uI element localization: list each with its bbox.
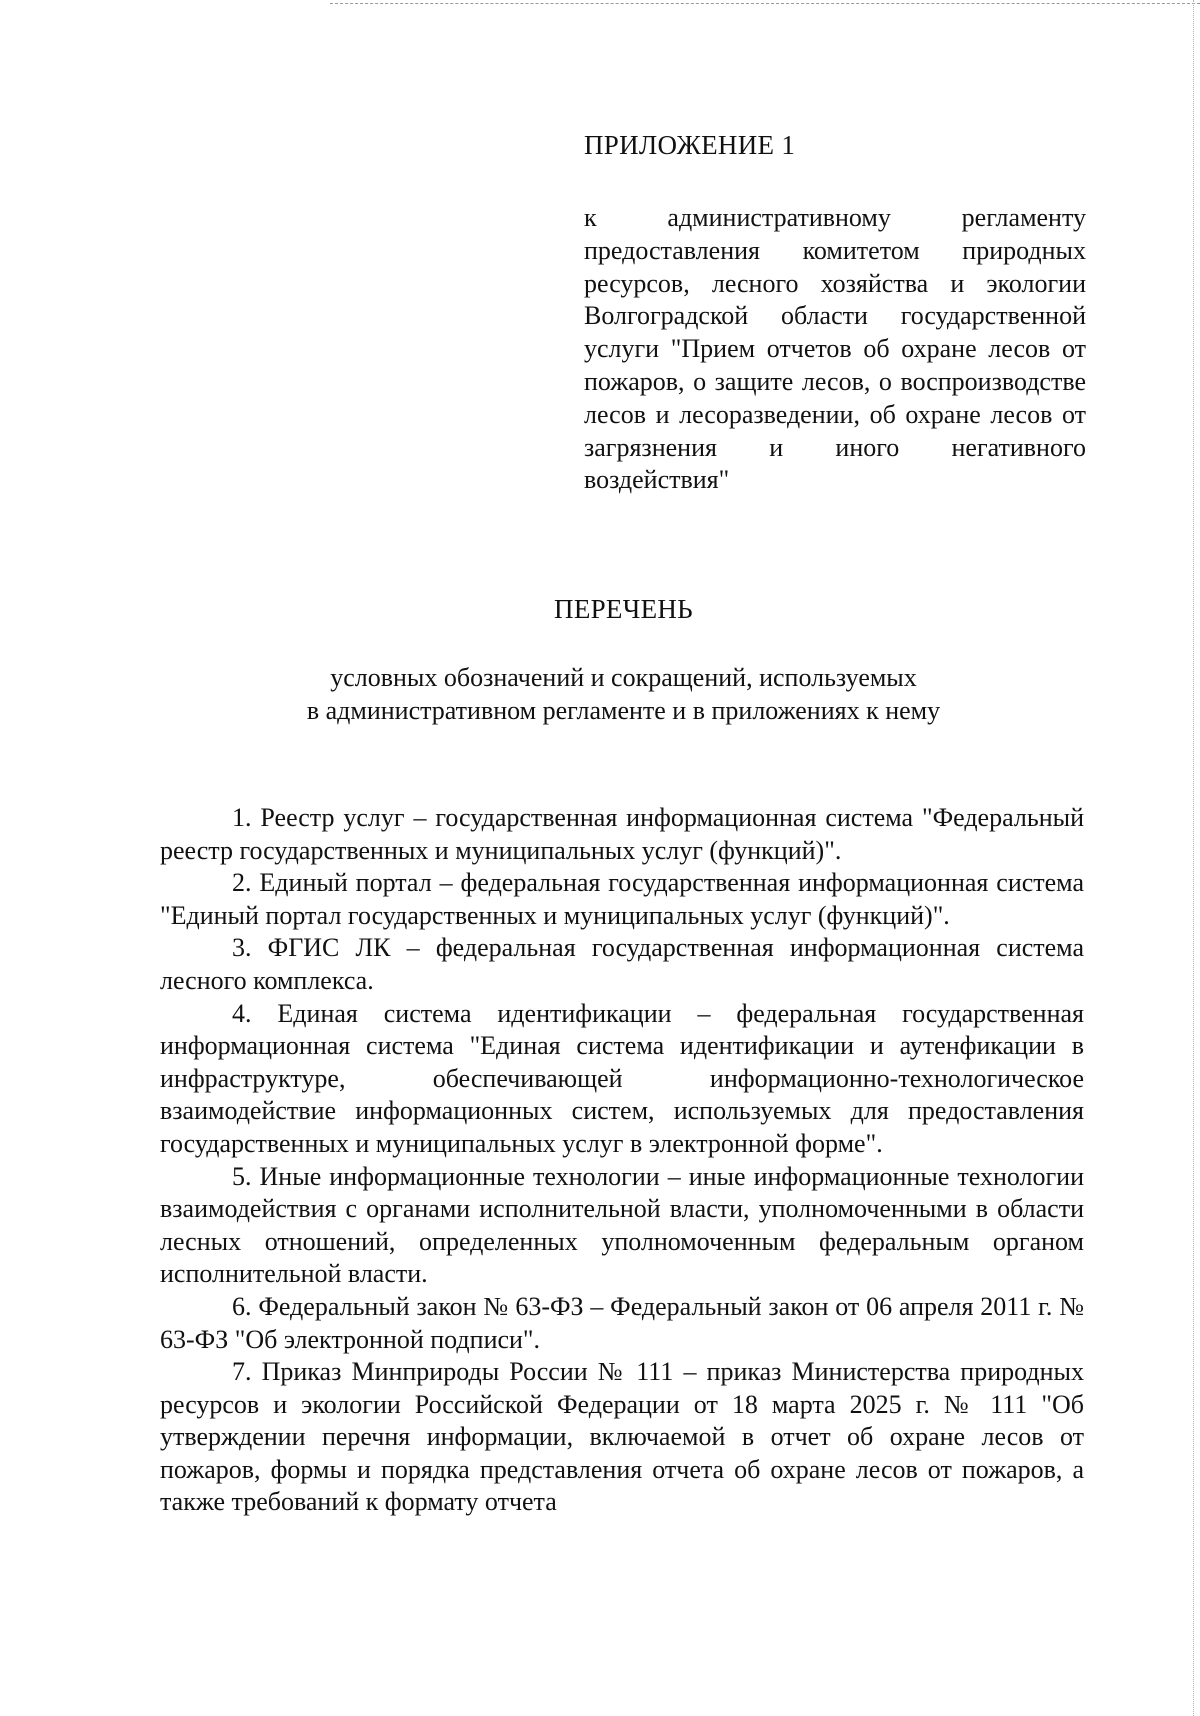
appendix-text: к административному регламенту предоставления комитетом природных ресурсов, лесного хозяйства и экологии Волгоградской области государственной услуги "Прием отчетов об охране лесов от пожаров, о защите лесов, о воспроизводстве лесов и лесоразведении, об охране лесов от загрязнения и иного негативного воздействия" <box>584 203 1086 495</box>
list-item: 6. Федеральный закон № 63-ФЗ – Федеральный закон от 06 апреля 2011 г. № 63-ФЗ "Об электронной подписи". <box>160 1291 1084 1354</box>
list-item: 5. Иные информационные технологии – иные информационные технологии взаимодействия с органами исполнительной власти, уполномоченными в области лесных отношений, определенных уполномоченным федеральным органом исполнительной власти. <box>160 1161 1084 1289</box>
scan-edge-top <box>330 3 1200 4</box>
list-subtitle-line-2: в административном регламенте и в приложениях к нему <box>306 696 941 725</box>
list-title: ПЕРЕЧЕНЬ <box>554 594 693 624</box>
list-item: 7. Приказ Минприроды России № 111 – приказ Министерства природных ресурсов и экологии Российской Федерации от 18 марта 2025 г. № 111 "Об утверждении перечня информации, включаемой в отчет об охране лесов от пожаров, формы и порядка представления отчета об охране лесов от пожаров, а также требований к формату отчета <box>160 1357 1084 1517</box>
list-subtitle <box>0 661 1200 727</box>
definitions-list <box>160 802 1084 1519</box>
list-item: 4. Единая система идентификации – федеральная государственная информационная система "Единая система идентификации и аутенфикации в инфраструктуре, обеспечивающей информационно-технологическое взаимодействие информационных систем, используемых для предоставления государственных и муниципальных услуг в электронной форме". <box>160 998 1084 1158</box>
appendix-block <box>584 128 1086 497</box>
list-item: 1. Реестр услуг – государственная информационная система "Федеральный реестр государственных и муниципальных услуг (функций)". <box>160 803 1084 865</box>
list-subtitle-line-1: условных обозначений и сокращений, используемых <box>330 663 917 692</box>
appendix-title: ПРИЛОЖЕНИЕ 1 <box>584 130 796 160</box>
list-item: 2. Единый портал – федеральная государственная информационная система "Единый портал государственных и муниципальных услуг (функций)". <box>160 868 1084 930</box>
list-item: 3. ФГИС ЛК – федеральная государственная информационная система лесного комплекса. <box>160 933 1084 995</box>
scan-edge-right <box>1193 0 1194 1716</box>
